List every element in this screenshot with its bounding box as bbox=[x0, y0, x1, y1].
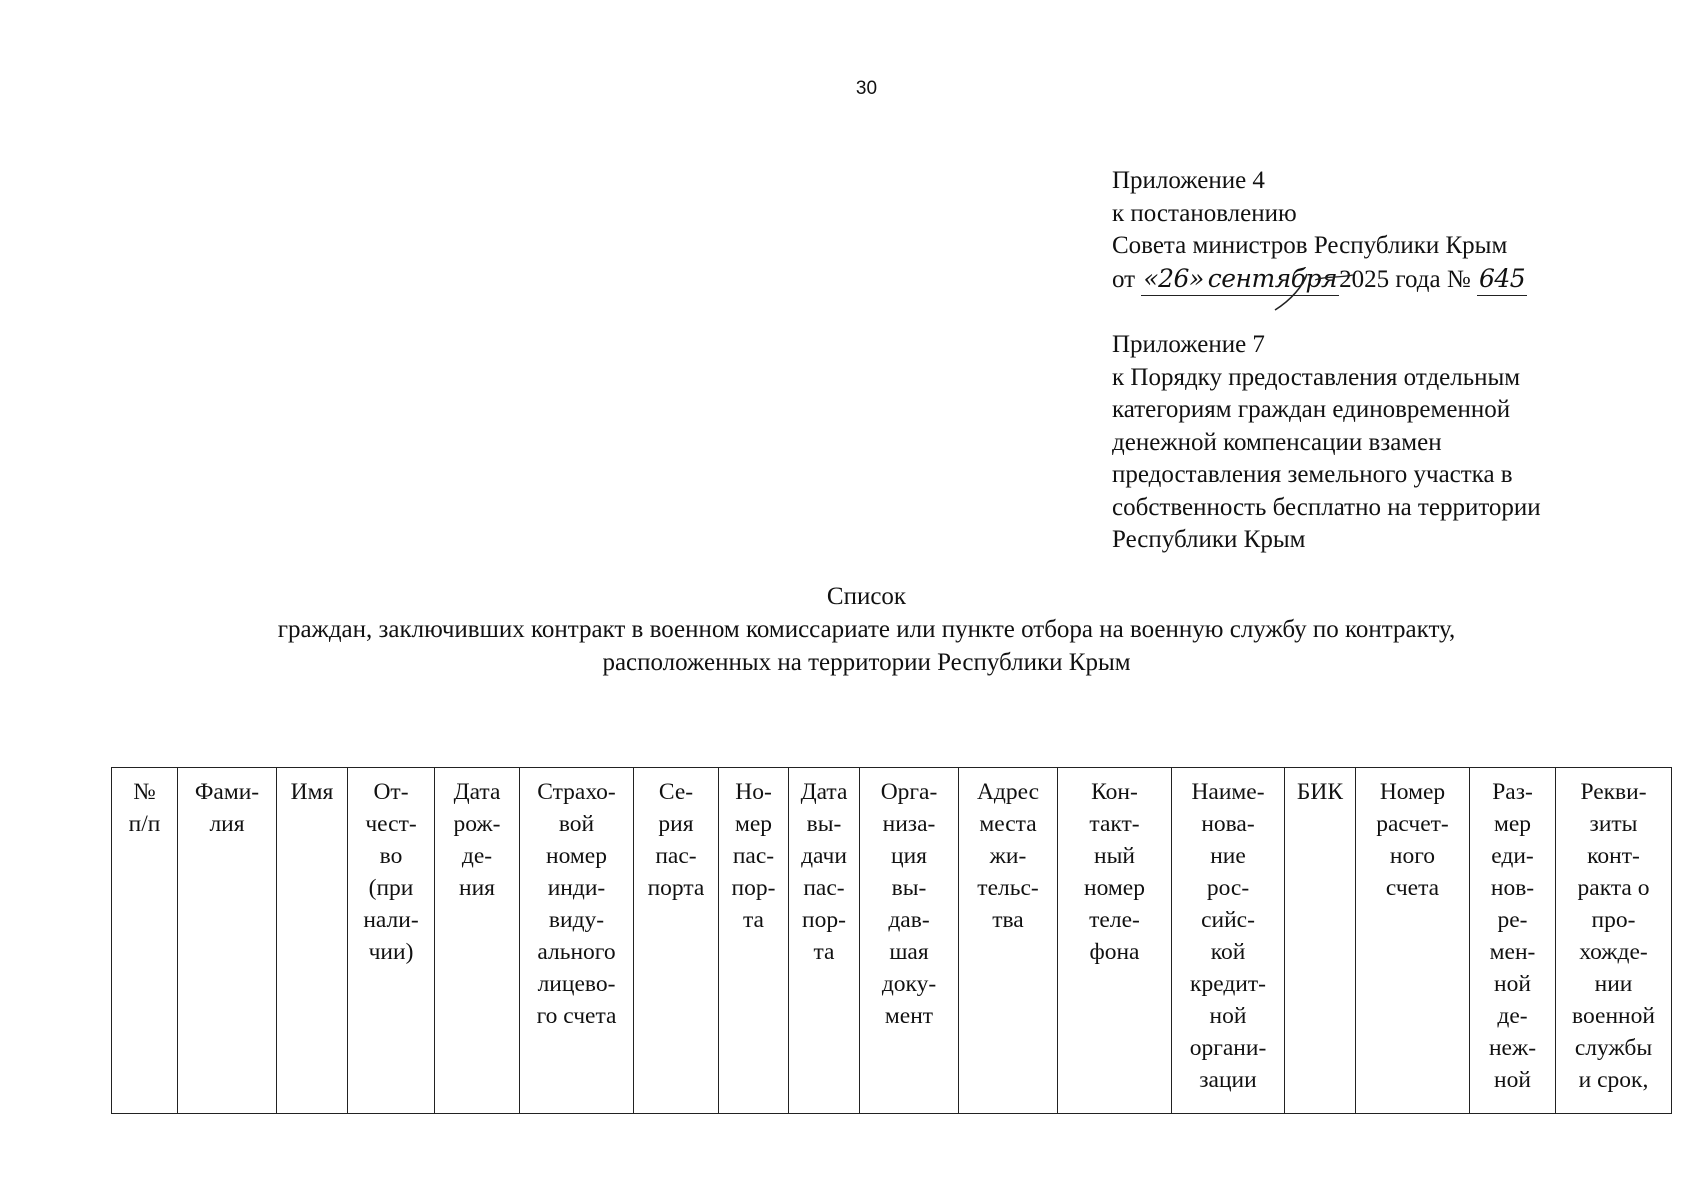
column-header-line: де- bbox=[1497, 1003, 1528, 1029]
page-number: 30 bbox=[855, 78, 878, 99]
appendix-line: предоставления земельного участка в bbox=[1112, 461, 1513, 488]
column-header-line: во bbox=[379, 843, 403, 869]
column-header bbox=[1172, 768, 1285, 1114]
column-header bbox=[719, 768, 789, 1114]
column-header-line: Дата bbox=[453, 779, 501, 805]
column-header-line: вой bbox=[558, 811, 595, 837]
title-line-1: Список bbox=[826, 583, 907, 610]
column-header-line: ального bbox=[537, 939, 616, 965]
column-header-line: зации bbox=[1199, 1067, 1257, 1093]
column-header-line: ние bbox=[1210, 843, 1246, 869]
column-header-line: мер bbox=[1493, 811, 1532, 837]
column-header-line: пас- bbox=[803, 875, 845, 901]
column-header-line: чии) bbox=[368, 939, 414, 965]
column-header-line: Номер bbox=[1379, 779, 1446, 805]
column-header-line: и срок, bbox=[1578, 1067, 1649, 1093]
column-header-line: мент bbox=[884, 1003, 934, 1029]
column-header-line: Рекви- bbox=[1580, 779, 1647, 805]
column-header-line: нии bbox=[1594, 971, 1633, 997]
column-header-line: пор- bbox=[731, 875, 776, 901]
appendix-line: категориям граждан единовременной bbox=[1112, 396, 1511, 423]
column-header-line: счета bbox=[1385, 875, 1440, 901]
column-header-line: ция bbox=[891, 843, 927, 869]
document-title bbox=[0, 580, 1686, 679]
column-header bbox=[1285, 768, 1356, 1114]
column-header-line: № bbox=[133, 779, 156, 805]
column-header-line: вы- bbox=[891, 875, 927, 901]
column-header-line: кой bbox=[1210, 939, 1246, 965]
column-header-line: Раз- bbox=[1492, 779, 1533, 805]
column-header-line: ре- bbox=[1497, 907, 1528, 933]
column-header-line: мен- bbox=[1489, 939, 1536, 965]
column-header-line: виду- bbox=[548, 907, 605, 933]
appendix-line: Приложение 7 bbox=[1112, 331, 1265, 358]
column-header-line: рос- bbox=[1206, 875, 1250, 901]
column-header-line: конт- bbox=[1587, 843, 1640, 869]
column-header bbox=[178, 768, 277, 1114]
handwritten-day: «26» bbox=[1141, 263, 1205, 297]
column-header-line: такт- bbox=[1089, 811, 1140, 837]
citizens-register-table bbox=[111, 767, 1672, 1114]
column-header-line: теле- bbox=[1089, 907, 1140, 933]
column-header-line: лицево- bbox=[537, 971, 616, 997]
column-header bbox=[1470, 768, 1556, 1114]
column-header-line: доку- bbox=[881, 971, 937, 997]
column-header-line: ной bbox=[1494, 971, 1531, 997]
column-header-line: кредит- bbox=[1190, 971, 1266, 997]
column-header-line: зиты bbox=[1589, 811, 1638, 837]
column-header-line: пас- bbox=[732, 843, 775, 869]
column-header bbox=[789, 768, 860, 1114]
column-header-line: Кон- bbox=[1091, 779, 1138, 805]
column-header-line: рия bbox=[658, 811, 694, 837]
column-header-line: нов- bbox=[1490, 875, 1535, 901]
appendix-line: денежной компенсации взамен bbox=[1112, 428, 1442, 456]
column-header-line: Дата bbox=[800, 779, 848, 805]
column-header-line: Наиме- bbox=[1191, 779, 1265, 805]
column-header-line: номер bbox=[1084, 875, 1145, 901]
appendix-line: собственность бесплатно на территории bbox=[1112, 493, 1541, 521]
column-header-line: ной bbox=[1209, 1003, 1247, 1029]
column-header-line: Адрес bbox=[976, 779, 1040, 805]
column-header-line: де- bbox=[461, 843, 493, 869]
column-header bbox=[634, 768, 719, 1114]
column-header-line: ния bbox=[459, 875, 495, 901]
column-header-line: Но- bbox=[735, 779, 772, 805]
column-header-line: ракта о bbox=[1577, 875, 1650, 901]
column-header bbox=[520, 768, 634, 1114]
appendix-line: Республики Крым bbox=[1112, 526, 1306, 553]
column-header bbox=[277, 768, 348, 1114]
column-header bbox=[1058, 768, 1172, 1114]
signature-stroke bbox=[1245, 272, 1365, 312]
column-header-line: места bbox=[979, 811, 1037, 837]
column-header-line: Фами- bbox=[194, 779, 260, 805]
column-header-line: п/п bbox=[128, 811, 161, 837]
column-header-line: рож- bbox=[453, 811, 501, 837]
column-header-line: От- bbox=[373, 779, 409, 805]
appendix-line: Совета министров Республики Крым bbox=[1112, 232, 1508, 259]
appendix-spacer bbox=[1112, 296, 1672, 329]
column-header-line: та bbox=[743, 907, 764, 933]
column-header-line: (при bbox=[368, 875, 414, 901]
column-header-line: органи- bbox=[1189, 1035, 1267, 1061]
appendix-block bbox=[1112, 165, 1672, 557]
column-header-line: дав- bbox=[888, 907, 930, 933]
column-header-line: ный bbox=[1094, 843, 1135, 869]
handwritten-month: сентября bbox=[1206, 263, 1339, 297]
column-header-line: порта bbox=[647, 875, 705, 901]
column-header bbox=[1556, 768, 1672, 1114]
appendix-line: к постановлению bbox=[1112, 199, 1297, 227]
date-year: 2025 года № bbox=[1339, 265, 1471, 293]
column-header bbox=[1356, 768, 1470, 1114]
column-header-line: ного bbox=[1389, 843, 1436, 869]
column-header-line: пас- bbox=[655, 843, 697, 869]
column-header-line: БИК bbox=[1296, 779, 1344, 805]
column-header bbox=[435, 768, 520, 1114]
column-header bbox=[860, 768, 959, 1114]
column-header-line: шая bbox=[889, 939, 929, 965]
column-header-line: нова- bbox=[1201, 811, 1255, 837]
appendix-line: к Порядку предоставления отдельным bbox=[1112, 363, 1521, 391]
column-header-line: Страхо- bbox=[537, 779, 616, 805]
column-header-line: сийс- bbox=[1201, 907, 1255, 933]
column-header-line: жи- bbox=[989, 843, 1027, 869]
date-prefix: от bbox=[1112, 265, 1136, 293]
date-line bbox=[1112, 263, 1672, 297]
column-header-line: еди- bbox=[1491, 843, 1534, 869]
column-header bbox=[112, 768, 178, 1114]
column-header-line: та bbox=[813, 939, 835, 965]
column-header-line: дачи bbox=[801, 843, 847, 869]
column-header-line: Се- bbox=[658, 779, 694, 805]
column-header-line: про- bbox=[1591, 907, 1636, 933]
column-header-line: чест- bbox=[365, 811, 417, 837]
column-header-line: лия bbox=[209, 811, 245, 837]
column-header-line: мер bbox=[734, 811, 773, 837]
table-header-row bbox=[112, 768, 1672, 1114]
column-header-line: пор- bbox=[802, 907, 846, 933]
column-header-line: тельс- bbox=[977, 875, 1039, 901]
column-header-line: военной bbox=[1572, 1003, 1655, 1029]
column-header-line: Имя bbox=[290, 779, 334, 805]
column-header bbox=[348, 768, 435, 1114]
column-header-line: низа- bbox=[882, 811, 936, 837]
column-header-line: номер bbox=[546, 843, 607, 869]
column-header-line: инди- bbox=[547, 875, 606, 901]
column-header bbox=[959, 768, 1058, 1114]
column-header-line: расчет- bbox=[1376, 811, 1449, 837]
column-header-line: вы- bbox=[806, 811, 842, 837]
handwritten-number: 645 bbox=[1477, 263, 1527, 297]
title-line-3: расположенных на территории Республики Крым bbox=[602, 649, 1131, 676]
column-header-line: неж- bbox=[1488, 1035, 1537, 1061]
column-header-line: Орга- bbox=[880, 779, 938, 805]
column-header-line: фона bbox=[1089, 939, 1140, 965]
column-header-line: службы bbox=[1574, 1035, 1653, 1061]
column-header-line: тва bbox=[992, 907, 1024, 933]
title-line-2: граждан, заключивших контракт в военном комиссариате или пункте отбора на военную службу по контракту, bbox=[277, 616, 1456, 643]
column-header-line: нали- bbox=[363, 907, 419, 933]
column-header-line: го счета bbox=[536, 1003, 617, 1029]
appendix-line: Приложение 4 bbox=[1112, 167, 1265, 194]
column-header-line: ной bbox=[1494, 1067, 1531, 1093]
column-header-line: хожде- bbox=[1579, 939, 1648, 965]
